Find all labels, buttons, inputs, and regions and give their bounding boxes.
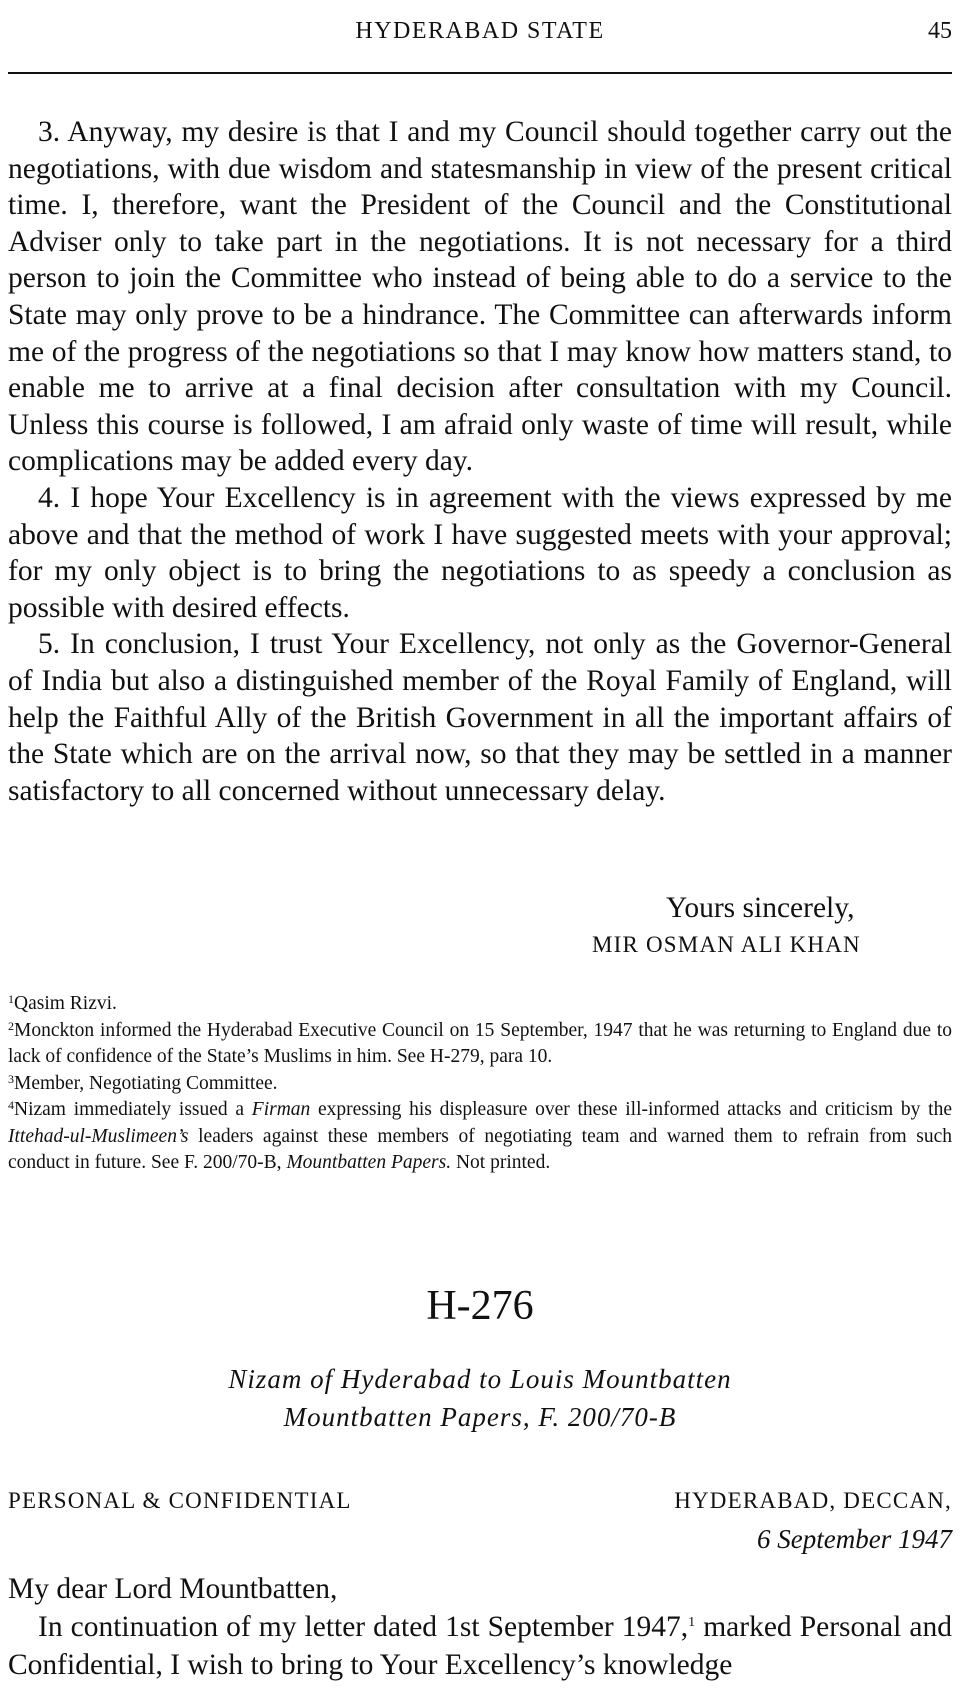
signature: MIR OSMAN ALI KHAN [592, 932, 861, 957]
source-line-1: Nizam of Hyderabad to Louis Mountbatten [228, 1364, 732, 1394]
running-title: HYDERABAD STATE [355, 18, 605, 44]
footnote-mark: 4 [8, 1098, 14, 1112]
opening-paragraph [8, 1608, 952, 1684]
document-number: H-276 [426, 1283, 534, 1329]
footnote-mark: 3 [8, 1071, 14, 1086]
footnote-mark: 1 [688, 1615, 696, 1630]
footnote-text: leaders against these members of negotiating team and warned them to refrain from such conduct in future. See F. 200/70-B, [8, 1125, 952, 1173]
footnote-2 [8, 1018, 952, 1071]
header-rule [8, 72, 952, 74]
running-head [8, 18, 952, 52]
source-line-2: Mountbatten Papers, F. 200/70-B [283, 1402, 677, 1432]
footnote-text: Qasim Rizvi. [14, 993, 117, 1014]
paragraph-5: 5. In conclusion, I trust Your Excellency, not only as the Governor-General of India but also a distinguished member of the Royal Family of England, will help the Faithful Ally of the British Government in all the important affairs of the State which are on the arrival now, so that they may be settled in a manner satisfactory to all concerned without unnecessary delay. [8, 628, 952, 807]
footnote-italic: Firman [251, 1099, 311, 1120]
footnote-text: expressing his displeasure over these ill-informed attacks and criticism by the [310, 1099, 952, 1120]
page-number: 45 [928, 18, 952, 44]
footnote-mark: 2 [8, 1018, 14, 1033]
place: HYDERABAD, DECCAN, [674, 1488, 952, 1513]
footnote-mark: 1 [8, 992, 14, 1006]
letter-opening [8, 1570, 952, 1684]
footnote-text: Nizam immediately issued a [14, 1099, 252, 1120]
footnotes [8, 991, 952, 1177]
footnote-text: Monckton informed the Hyderabad Executive Council on 15 September, 1947 that he was returning to England due to lack of confidence of the State’s Muslims in him. See H-279, para 10. [8, 1019, 952, 1067]
footnote-text: Member, Negotiating Committee. [14, 1072, 278, 1094]
footnote-4 [8, 1097, 952, 1177]
paragraph-3: 3. Anyway, my desire is that I and my Council should together carry out the negotiations, with due wisdom and statesmanship in view of the present critical time. I, therefore, want the President of the Council and the Constitutional Adviser only to take part in the negotiations. It is not necessary for a third person to join the Committee who instead of being able to do a service to the State may only prove to be a hindrance. The Committee can afterwards inform me of the progress of the negotiations so that I may know how matters stand, to enable me to arrive at a final decision after consultation with my Council. Unless this course is followed, I am afraid only waste of time will result, while complications may be added every day. [8, 116, 952, 478]
valediction: Yours sincerely, [666, 892, 855, 924]
document-source [8, 1360, 952, 1436]
footnote-italic: Mountbatten Papers. [286, 1152, 452, 1173]
footnote-italic: Ittehad-ul-Muslimeen’s [8, 1125, 189, 1147]
salutation: My dear Lord Mountbatten, [8, 1573, 338, 1605]
footnote-text: Not printed. [451, 1152, 551, 1173]
letter-meta [8, 1488, 952, 1568]
letter-body [8, 114, 952, 809]
letter-date: 6 September 1947 [757, 1524, 952, 1554]
footnote-3 [8, 1071, 952, 1098]
paragraph-4: 4. I hope Your Excellency is in agreement with the views expressed by me above and that the method of work I have suggested meets with your approval; for my only object is to bring the negotiations to as speedy a conclusion as possible with desired effects. [8, 481, 952, 624]
opening-text: marked Personal and Confidential, I wish to bring to Your Excellency’s knowledge [8, 1611, 952, 1681]
opening-text: In continuation of my letter dated 1st September 1947, [38, 1611, 689, 1643]
footnote-1 [8, 991, 952, 1018]
classification: PERSONAL & CONFIDENTIAL [8, 1488, 352, 1513]
